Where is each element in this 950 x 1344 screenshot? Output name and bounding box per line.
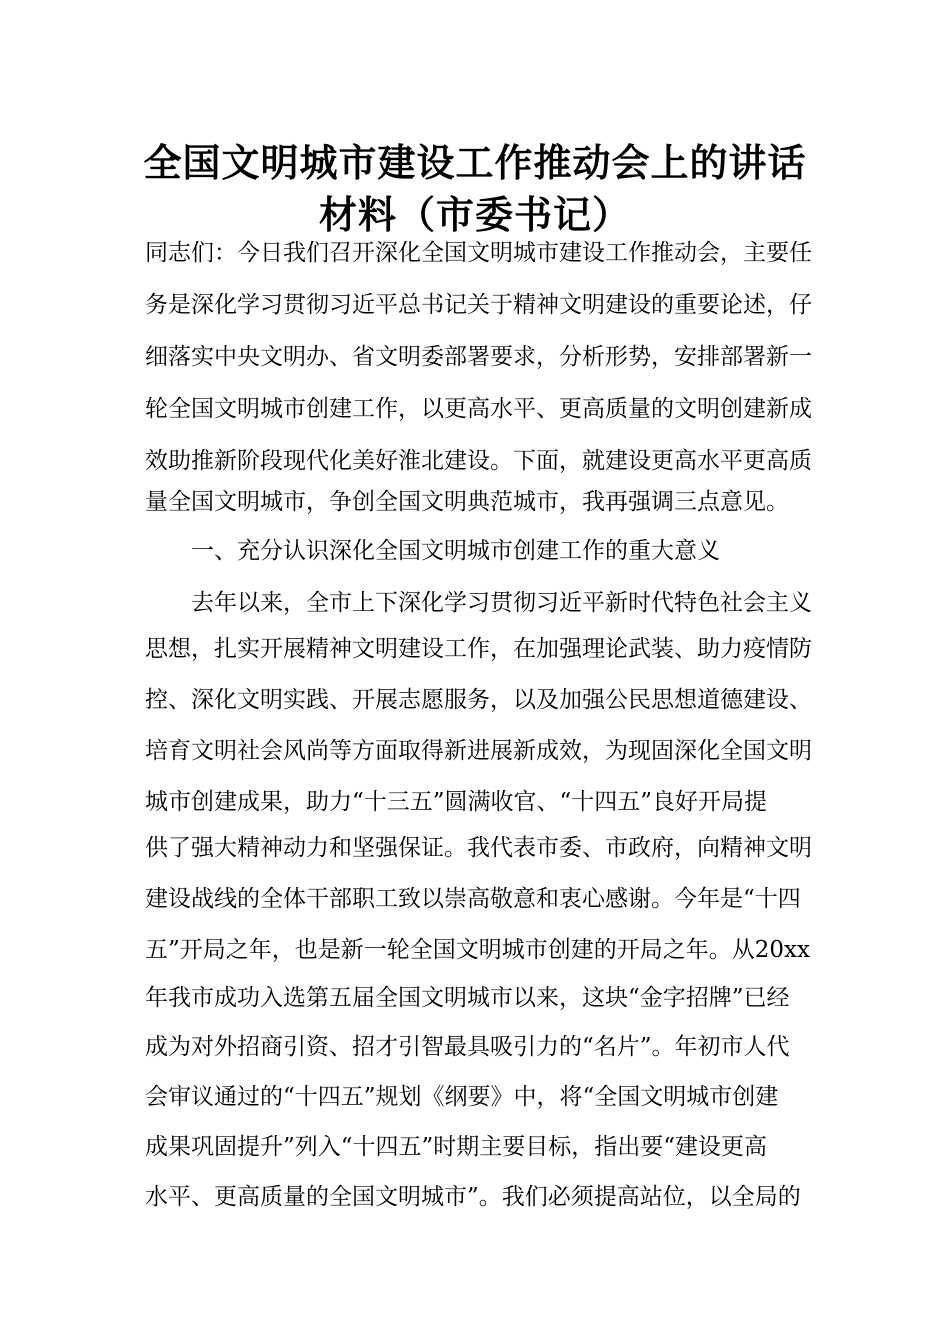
body-text-line: 思想，扎实开展精神文明建设工作，在加强理论武装、助力疫情防 <box>145 636 812 662</box>
body-text-line: 城市创建成果，助力“十三五”圆满收官、“十四五”良好开局提 <box>145 789 768 815</box>
document-title-line-1: 全国文明城市建设工作推动会上的讲话 <box>143 141 807 185</box>
body-text-line: 供了强大精神动力和坚强保证。我代表市委、市政府，向精神文明 <box>145 835 812 861</box>
body-text-line: 建设战线的全体干部职工致以崇高敬意和衷心感谢。今年是“十四 <box>145 886 801 912</box>
body-text-line: 去年以来，全市上下深化学习贯彻习近平新时代特色社会主义 <box>191 590 812 616</box>
body-text-line: 会审议通过的“十四五”规划《纲要》中，将“全国文明城市创建 <box>145 1084 779 1110</box>
body-text-line: 轮全国文明城市创建工作，以更高水平、更高质量的文明创建新成 <box>145 396 812 422</box>
body-text-line: 控、深化文明实践、开展志愿服务，以及加强公民思想道德建设、 <box>145 687 812 713</box>
body-text-line: 量全国文明城市，争创全国文明典范城市，我再强调三点意见。 <box>145 489 789 515</box>
body-text-line: 同志们：今日我们召开深化全国文明城市建设工作推动会，主要任 <box>145 240 812 266</box>
body-text-line: 五”开局之年，也是新一轮全国文明城市创建的开局之年。从20xx <box>145 937 810 963</box>
body-text-line: 成果巩固提升”列入“十四五”时期主要目标，指出要“建设更高 <box>145 1134 768 1160</box>
body-text-line: 效助推新阶段现代化美好淮北建设。下面，就建设更高水平更高质 <box>145 448 812 474</box>
document-title-line-2: 材料（市委书记） <box>318 193 631 237</box>
body-text-line: 成为对外招商引资、招才引智最具吸引力的“名片”。年初市人代 <box>145 1034 790 1060</box>
body-text-line: 细落实中央文明办、省文明委部署要求，分析形势，安排部署新一 <box>145 344 812 370</box>
body-text-line: 水平、更高质量的全国文明城市”。我们必须提高站位，以全局的 <box>145 1184 801 1210</box>
body-text-line: 务是深化学习贯彻习近平总书记关于精神文明建设的重要论述，仔 <box>145 292 812 318</box>
body-text-line: 培育文明社会风尚等方面取得新进展新成效，为现固深化全国文明 <box>145 738 812 764</box>
body-text-line: 年我市成功入选第五届全国文明城市以来，这块“金字招牌”已经 <box>145 985 790 1011</box>
section-heading: 一、充分认识深化全国文明城市创建工作的重大意义 <box>191 538 720 564</box>
